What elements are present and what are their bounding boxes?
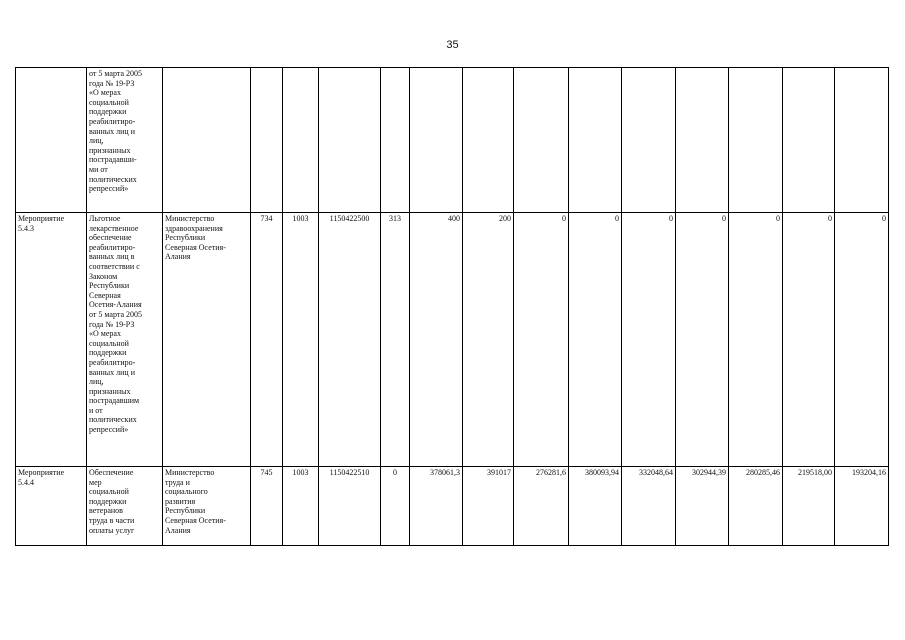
value-cell-text: 0	[776, 214, 780, 223]
value-cell-text: 1150422510	[329, 468, 370, 477]
value-cell	[514, 213, 569, 467]
value-cell	[319, 213, 381, 467]
activity-label-cell-text: Мероприятие 5.4.3	[18, 214, 65, 233]
value-cell	[514, 467, 569, 546]
value-cell	[622, 68, 676, 213]
value-cell	[569, 467, 622, 546]
value-cell	[251, 68, 283, 213]
value-cell	[835, 467, 889, 546]
activity-description-cell-text: Льготное лекарственное обеспечение реабилитиро- ванных лиц в соответствии с Законом Республики Северная Осетия-Алания от 5 марта 2005 года № 19-РЗ «О мерах социальной поддержки реабилитиро- ванных лиц и лиц, признанных пострадавшим и от политических репрессий»	[89, 214, 142, 435]
value-cell	[729, 68, 783, 213]
value-cell	[676, 213, 729, 467]
activity-label-cell-text: Мероприятие 5.4.4	[18, 468, 65, 487]
activity-description-cell	[87, 213, 163, 467]
value-cell-text: 378061,3	[430, 468, 460, 477]
page-number: 35	[446, 39, 459, 51]
value-cell	[319, 68, 381, 213]
activity-description-cell-text: от 5 марта 2005 года № 19-РЗ «О мерах социальной поддержки реабилитиро- ванных лиц и лиц, признанных пострадавши- ми от политических репрессий»	[89, 69, 142, 194]
table-row	[16, 213, 889, 467]
value-cell-text: 1003	[292, 468, 309, 477]
value-cell-text: 0	[882, 214, 886, 223]
activity-description-cell	[87, 68, 163, 213]
value-cell-text: 276281,6	[536, 468, 566, 477]
value-cell	[463, 213, 514, 467]
value-cell	[676, 68, 729, 213]
activity-label-cell	[16, 68, 87, 213]
value-cell-text: 200	[499, 214, 511, 223]
value-cell	[835, 213, 889, 467]
value-cell-text: 745	[260, 468, 273, 477]
value-cell	[783, 467, 835, 546]
executor-cell-text: Министерство труда и социального развития Республики Северная Осетия- Алания	[165, 468, 226, 535]
table-row	[16, 467, 889, 546]
value-cell-text: 313	[389, 214, 401, 223]
program-table	[15, 67, 889, 546]
value-cell-text: 0	[828, 214, 832, 223]
value-cell-text: 391017	[487, 468, 511, 477]
value-cell-text: 302944,39	[692, 468, 726, 477]
value-cell	[410, 68, 463, 213]
value-cell	[319, 467, 381, 546]
value-cell	[729, 213, 783, 467]
value-cell-text: 332048,64	[639, 468, 673, 477]
value-cell	[283, 68, 319, 213]
value-cell	[676, 467, 729, 546]
executor-cell-text: Министерство здравоохранения Республики Северная Осетия- Алания	[165, 214, 226, 262]
value-cell-text: 1003	[292, 214, 309, 223]
value-cell-text: 280285,46	[746, 468, 780, 477]
value-cell	[622, 213, 676, 467]
value-cell	[463, 68, 514, 213]
activity-label-cell	[16, 467, 87, 546]
value-cell	[251, 467, 283, 546]
value-cell	[410, 467, 463, 546]
value-cell	[569, 68, 622, 213]
value-cell	[381, 467, 410, 546]
value-cell	[514, 68, 569, 213]
value-cell	[381, 68, 410, 213]
value-cell-text: 400	[448, 214, 460, 223]
value-cell-text: 1150422500	[329, 214, 370, 223]
executor-cell	[163, 68, 251, 213]
value-cell	[410, 213, 463, 467]
value-cell	[783, 68, 835, 213]
value-cell-text: 219518,00	[798, 468, 832, 477]
executor-cell	[163, 467, 251, 546]
value-cell	[835, 68, 889, 213]
value-cell-text: 0	[615, 214, 619, 223]
value-cell-text: 0	[669, 214, 673, 223]
value-cell-text: 0	[562, 214, 566, 223]
value-cell	[283, 467, 319, 546]
value-cell-text: 380093,94	[585, 468, 619, 477]
activity-description-cell-text: Обеспечение мер социальной поддержки ветеранов труда в части оплаты услуг	[89, 468, 135, 535]
value-cell	[569, 213, 622, 467]
value-cell	[783, 213, 835, 467]
value-cell	[729, 467, 783, 546]
value-cell	[463, 467, 514, 546]
value-cell-text: 0	[722, 214, 726, 223]
value-cell-text: 734	[260, 214, 273, 223]
value-cell	[381, 213, 410, 467]
value-cell	[622, 467, 676, 546]
value-cell	[283, 213, 319, 467]
value-cell	[251, 213, 283, 467]
executor-cell	[163, 213, 251, 467]
activity-label-cell	[16, 213, 87, 467]
value-cell-text: 193204,16	[852, 468, 886, 477]
value-cell-text: 0	[393, 468, 397, 477]
table-row	[16, 68, 889, 213]
activity-description-cell	[87, 467, 163, 546]
